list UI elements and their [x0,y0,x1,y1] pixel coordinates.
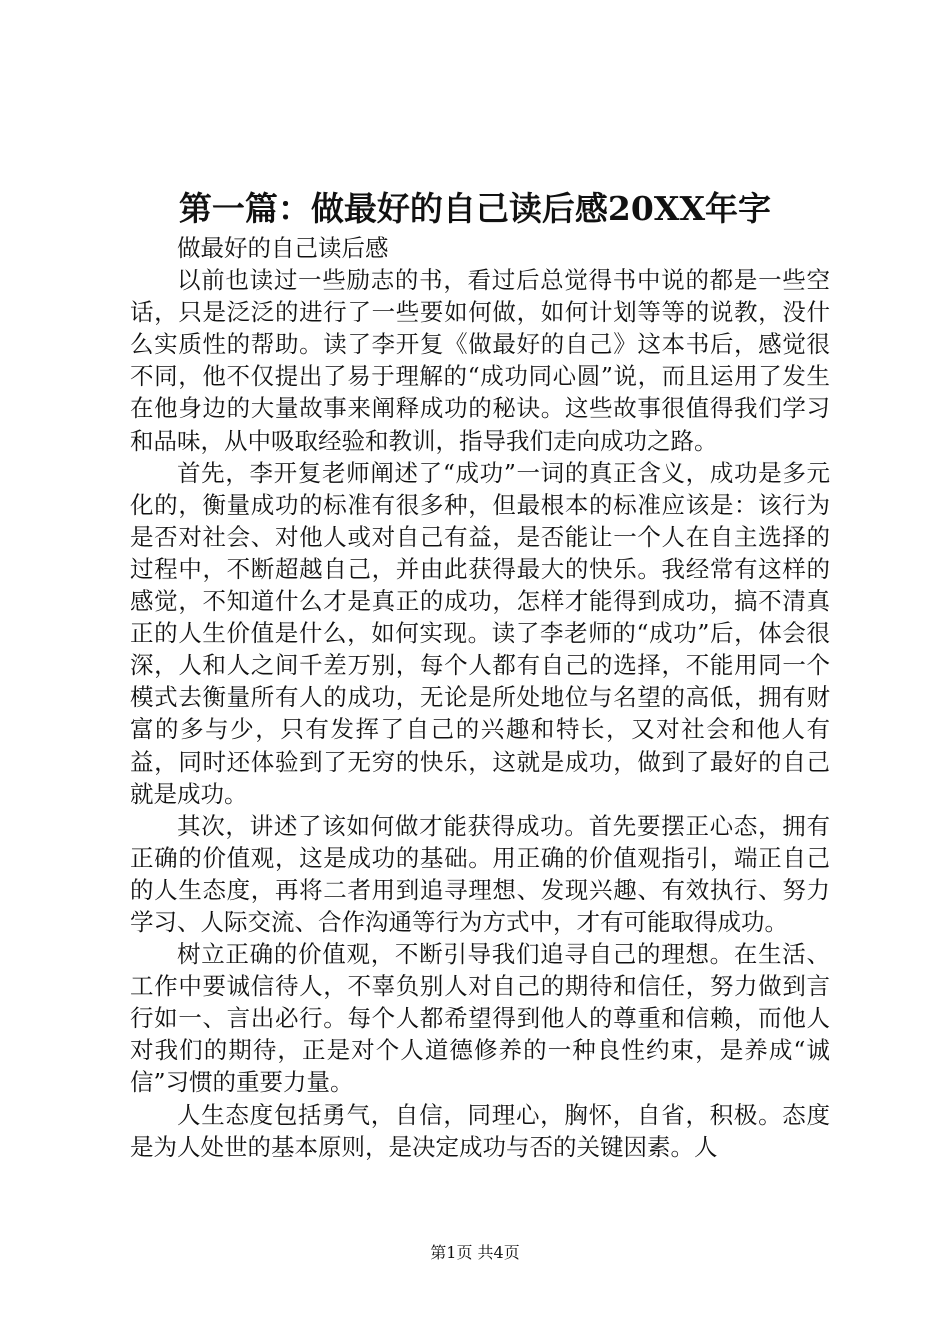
body-paragraph: 树立正确的价值观，不断引导我们追寻自己的理想。在生活、工作中要诚信待人，不辜负别人对自己的期待和信任，努力做到言行如一、言出必行。每个人都希望得到他人的尊重和信赖，而他人对我们的期待，正是对个人道德修养的一种良性约束，是养成“诚信”习惯的重要力量。 [130,940,830,1097]
document-body [130,232,830,1163]
page-number-footer: 第1页 共4页 [430,1243,520,1262]
document-title: 第一篇：做最好的自己读后感20XX年字 [178,189,772,228]
body-paragraph: 其次，讲述了该如何做才能获得成功。首先要摆正心态，拥有正确的价值观，这是成功的基础。用正确的价值观指引，端正自己的人生态度，再将二者用到追寻理想、发现兴趣、有效执行、努力学习、人际交流、合作沟通等行为方式中，才有可能取得成功。 [130,811,830,936]
body-paragraph: 人生态度包括勇气，自信，同理心，胸怀，自省，积极。态度是为人处世的基本原则，是决定成功与否的关键因素。人 [130,1100,830,1161]
body-paragraph: 以前也读过一些励志的书，看过后总觉得书中说的都是一些空话，只是泛泛的进行了一些要如何做，如何计划等等的说教，没什么实质性的帮助。读了李开复《做最好的自己》这本书后，感觉很不同，他不仅提出了易于理解的“成功同心圆”说，而且运用了发生在他身边的大量故事来阐释成功的秘诀。这些故事很值得我们学习和品味，从中吸取经验和教训，指导我们走向成功之路。 [130,266,830,455]
body-paragraph: 首先，李开复老师阐述了“成功”一词的真正含义，成功是多元化的，衡量成功的标准有很多种，但最根本的标准应该是：该行为是否对社会、对他人或对自己有益，是否能让一个人在自主选择的过程中，不断超越自己，并由此获得最大的快乐。我经常有这样的感觉，不知道什么才是真正的成功，怎样才能得到成功，搞不清真正的人生价值是什么，如何实现。读了李老师的“成功”后，体会很深，人和人之间千差万别，每个人都有自己的选择，不能用同一个模式去衡量所有人的成功，无论是所处地位与名望的高低，拥有财富的多与少，只有发挥了自己的兴趣和特长，又对社会和他人有益，同时还体验到了无穷的快乐，这就是成功，做到了最好的自己就是成功。 [130,458,830,808]
subtitle-paragraph: 做最好的自己读后感 [177,234,389,262]
